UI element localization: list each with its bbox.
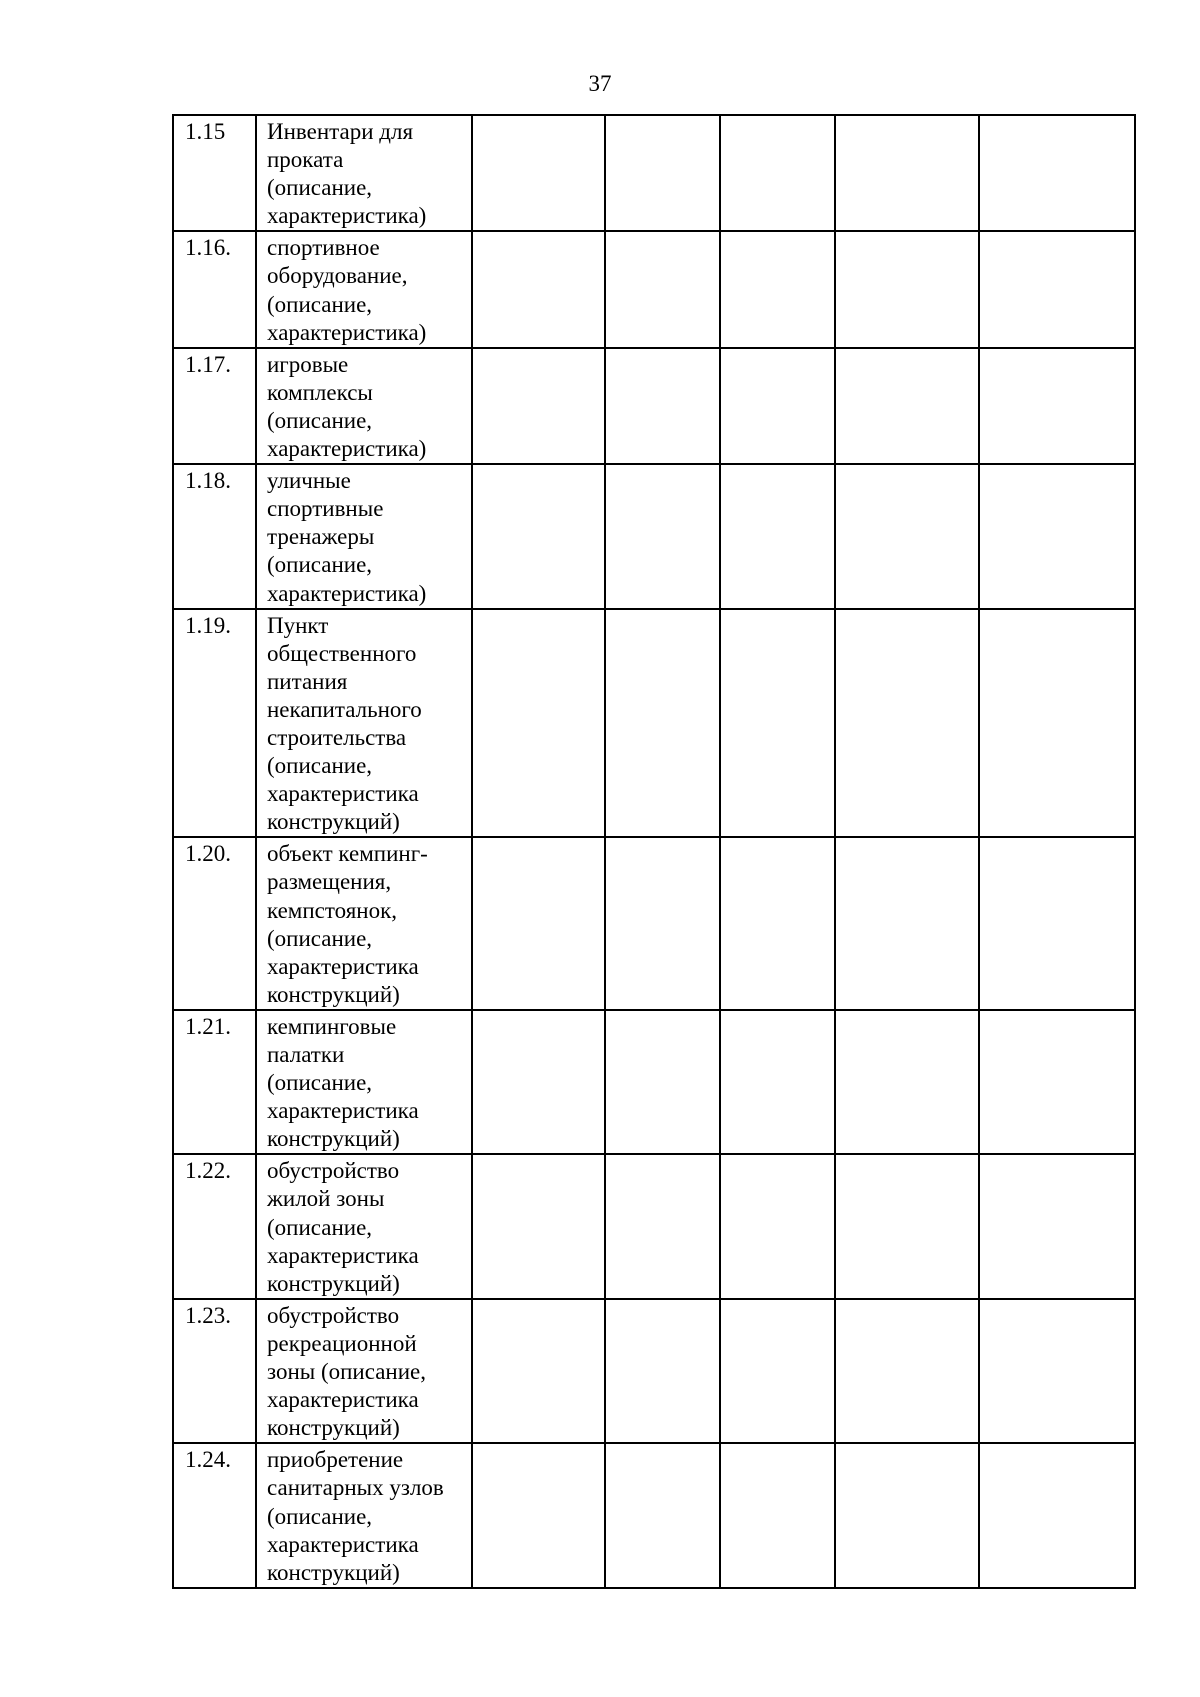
table-row	[173, 231, 1135, 347]
row-description-line: (описание,	[267, 175, 373, 201]
row-number: 1.23.	[185, 1302, 231, 1328]
table-row	[173, 1443, 1135, 1587]
row-description-line: (описание,	[267, 552, 373, 578]
empty-cell	[720, 231, 835, 347]
empty-cell	[472, 609, 605, 838]
row-description-line: (описание,	[267, 1503, 373, 1529]
empty-cell	[979, 1010, 1135, 1154]
table-row	[173, 1010, 1135, 1154]
empty-cell	[835, 348, 979, 464]
row-description-line: характеристика	[267, 1531, 419, 1557]
empty-cell	[472, 837, 605, 1010]
row-description-line: характеристика	[267, 781, 419, 807]
empty-cell	[835, 837, 979, 1010]
row-number: 1.15	[185, 119, 226, 144]
equipment-table	[172, 114, 1136, 1589]
empty-cell	[835, 1443, 979, 1587]
row-description-cell	[256, 1443, 472, 1587]
empty-cell	[605, 115, 720, 231]
empty-cell	[979, 1154, 1135, 1298]
row-description-cell	[256, 1010, 472, 1154]
row-description-cell	[256, 348, 472, 464]
row-number-cell	[173, 1010, 256, 1154]
row-description-line: конструкций)	[267, 981, 400, 1007]
row-description-cell	[256, 1299, 472, 1443]
row-description-line: конструкций)	[267, 1559, 400, 1585]
row-description-line: (описание,	[267, 925, 373, 951]
row-number-cell	[173, 348, 256, 464]
row-description-line: (описание,	[267, 1070, 373, 1096]
row-description-line: конструкций)	[267, 1126, 400, 1152]
empty-cell	[605, 1299, 720, 1443]
row-description-line: характеристика)	[267, 319, 427, 345]
row-description-cell	[256, 837, 472, 1010]
empty-cell	[979, 1299, 1135, 1443]
row-number: 1.16.	[185, 235, 231, 261]
table-row	[173, 1299, 1135, 1443]
row-description-line: характеристика	[267, 953, 419, 979]
row-number: 1.24.	[185, 1447, 231, 1473]
empty-cell	[979, 348, 1135, 464]
table-row	[173, 1154, 1135, 1298]
row-description-line: характеристика	[267, 1387, 419, 1413]
row-description-line: размещения,	[267, 869, 392, 895]
row-description-line: санитарных узлов	[267, 1475, 444, 1501]
table-row	[173, 115, 1135, 231]
row-description-line: обустройство	[267, 1302, 400, 1328]
empty-cell	[835, 231, 979, 347]
row-description-line: конструкций)	[267, 809, 400, 835]
empty-cell	[472, 231, 605, 347]
empty-cell	[472, 464, 605, 608]
row-description-line: объект кемпинг-	[267, 841, 428, 867]
empty-cell	[605, 464, 720, 608]
table-row	[173, 837, 1135, 1010]
row-description-line: уличные	[267, 468, 351, 494]
row-description-line: общественного	[267, 640, 417, 666]
row-number: 1.17.	[185, 351, 231, 377]
empty-cell	[720, 1010, 835, 1154]
empty-cell	[605, 1443, 720, 1587]
empty-cell	[605, 1010, 720, 1154]
empty-cell	[835, 1154, 979, 1298]
row-description-cell	[256, 231, 472, 347]
row-description-cell	[256, 609, 472, 838]
empty-cell	[979, 115, 1135, 231]
row-description-line: (описание,	[267, 407, 373, 433]
row-description-line: кемпинговые	[267, 1013, 397, 1039]
row-number: 1.20.	[185, 841, 231, 867]
empty-cell	[835, 609, 979, 838]
empty-cell	[720, 837, 835, 1010]
row-number-cell	[173, 231, 256, 347]
empty-cell	[979, 1443, 1135, 1587]
row-number-cell	[173, 1154, 256, 1298]
row-number-cell	[173, 1299, 256, 1443]
empty-cell	[835, 1010, 979, 1154]
row-description-line: зоны (описание,	[267, 1359, 427, 1385]
row-description-line: питания	[267, 668, 348, 694]
row-description-line: рекреационной	[267, 1330, 417, 1356]
row-description-line: характеристика)	[267, 436, 427, 462]
row-description-line: спортивное	[267, 235, 380, 261]
row-description-line: (описание,	[267, 291, 373, 317]
row-description-line: игровые	[267, 351, 349, 377]
empty-cell	[472, 1299, 605, 1443]
row-number-cell	[173, 837, 256, 1010]
empty-cell	[720, 348, 835, 464]
row-description-line: жилой зоны	[267, 1186, 385, 1212]
row-description-line: спортивные	[267, 496, 384, 522]
empty-cell	[720, 115, 835, 231]
row-number: 1.22.	[185, 1158, 231, 1184]
empty-cell	[720, 1154, 835, 1298]
row-description-line: характеристика	[267, 1242, 419, 1268]
row-description-line: характеристика)	[267, 203, 427, 229]
row-description-line: кемпстоянок,	[267, 897, 398, 923]
row-description-line: комплексы	[267, 379, 373, 405]
empty-cell	[835, 464, 979, 608]
row-number: 1.21.	[185, 1013, 231, 1039]
empty-cell	[979, 837, 1135, 1010]
empty-cell	[605, 348, 720, 464]
row-description-line: проката	[267, 147, 344, 173]
row-description-line: палатки	[267, 1042, 345, 1067]
row-description-line: Пункт	[267, 612, 329, 638]
row-description-line: обустройство	[267, 1158, 400, 1184]
row-description-line: строительства	[267, 724, 407, 750]
row-description-line: характеристика)	[267, 580, 427, 606]
empty-cell	[605, 837, 720, 1010]
empty-cell	[472, 1154, 605, 1298]
empty-cell	[835, 1299, 979, 1443]
empty-cell	[472, 1443, 605, 1587]
row-number-cell	[173, 1443, 256, 1587]
row-number-cell	[173, 464, 256, 608]
empty-cell	[720, 464, 835, 608]
row-description-line: некапитального	[267, 696, 422, 722]
empty-cell	[605, 609, 720, 838]
row-description-line: (описание,	[267, 753, 373, 779]
empty-cell	[472, 348, 605, 464]
empty-cell	[979, 231, 1135, 347]
row-description-cell	[256, 1154, 472, 1298]
row-description-line: конструкций)	[267, 1270, 400, 1296]
page-number: 37	[588, 71, 612, 96]
row-number: 1.19.	[185, 612, 231, 638]
empty-cell	[472, 115, 605, 231]
empty-cell	[605, 231, 720, 347]
row-description-line: Инвентари для	[267, 119, 414, 144]
empty-cell	[472, 1010, 605, 1154]
table-body	[173, 115, 1135, 1588]
row-description-line: характеристика	[267, 1098, 419, 1124]
row-number-cell	[173, 609, 256, 838]
empty-cell	[720, 1299, 835, 1443]
empty-cell	[835, 115, 979, 231]
row-description-line: (описание,	[267, 1214, 373, 1240]
row-number-cell	[173, 115, 256, 231]
row-description-cell	[256, 464, 472, 608]
empty-cell	[720, 1443, 835, 1587]
empty-cell	[720, 609, 835, 838]
row-description-line: оборудование,	[267, 263, 408, 289]
table-row	[173, 348, 1135, 464]
row-description-cell	[256, 115, 472, 231]
empty-cell	[605, 1154, 720, 1298]
table-row	[173, 609, 1135, 838]
row-description-line: приобретение	[267, 1447, 404, 1473]
row-description-line: конструкций)	[267, 1415, 400, 1441]
empty-cell	[979, 464, 1135, 608]
empty-cell	[979, 609, 1135, 838]
row-number: 1.18.	[185, 468, 231, 494]
table-row	[173, 464, 1135, 608]
row-description-line: тренажеры	[267, 524, 375, 550]
